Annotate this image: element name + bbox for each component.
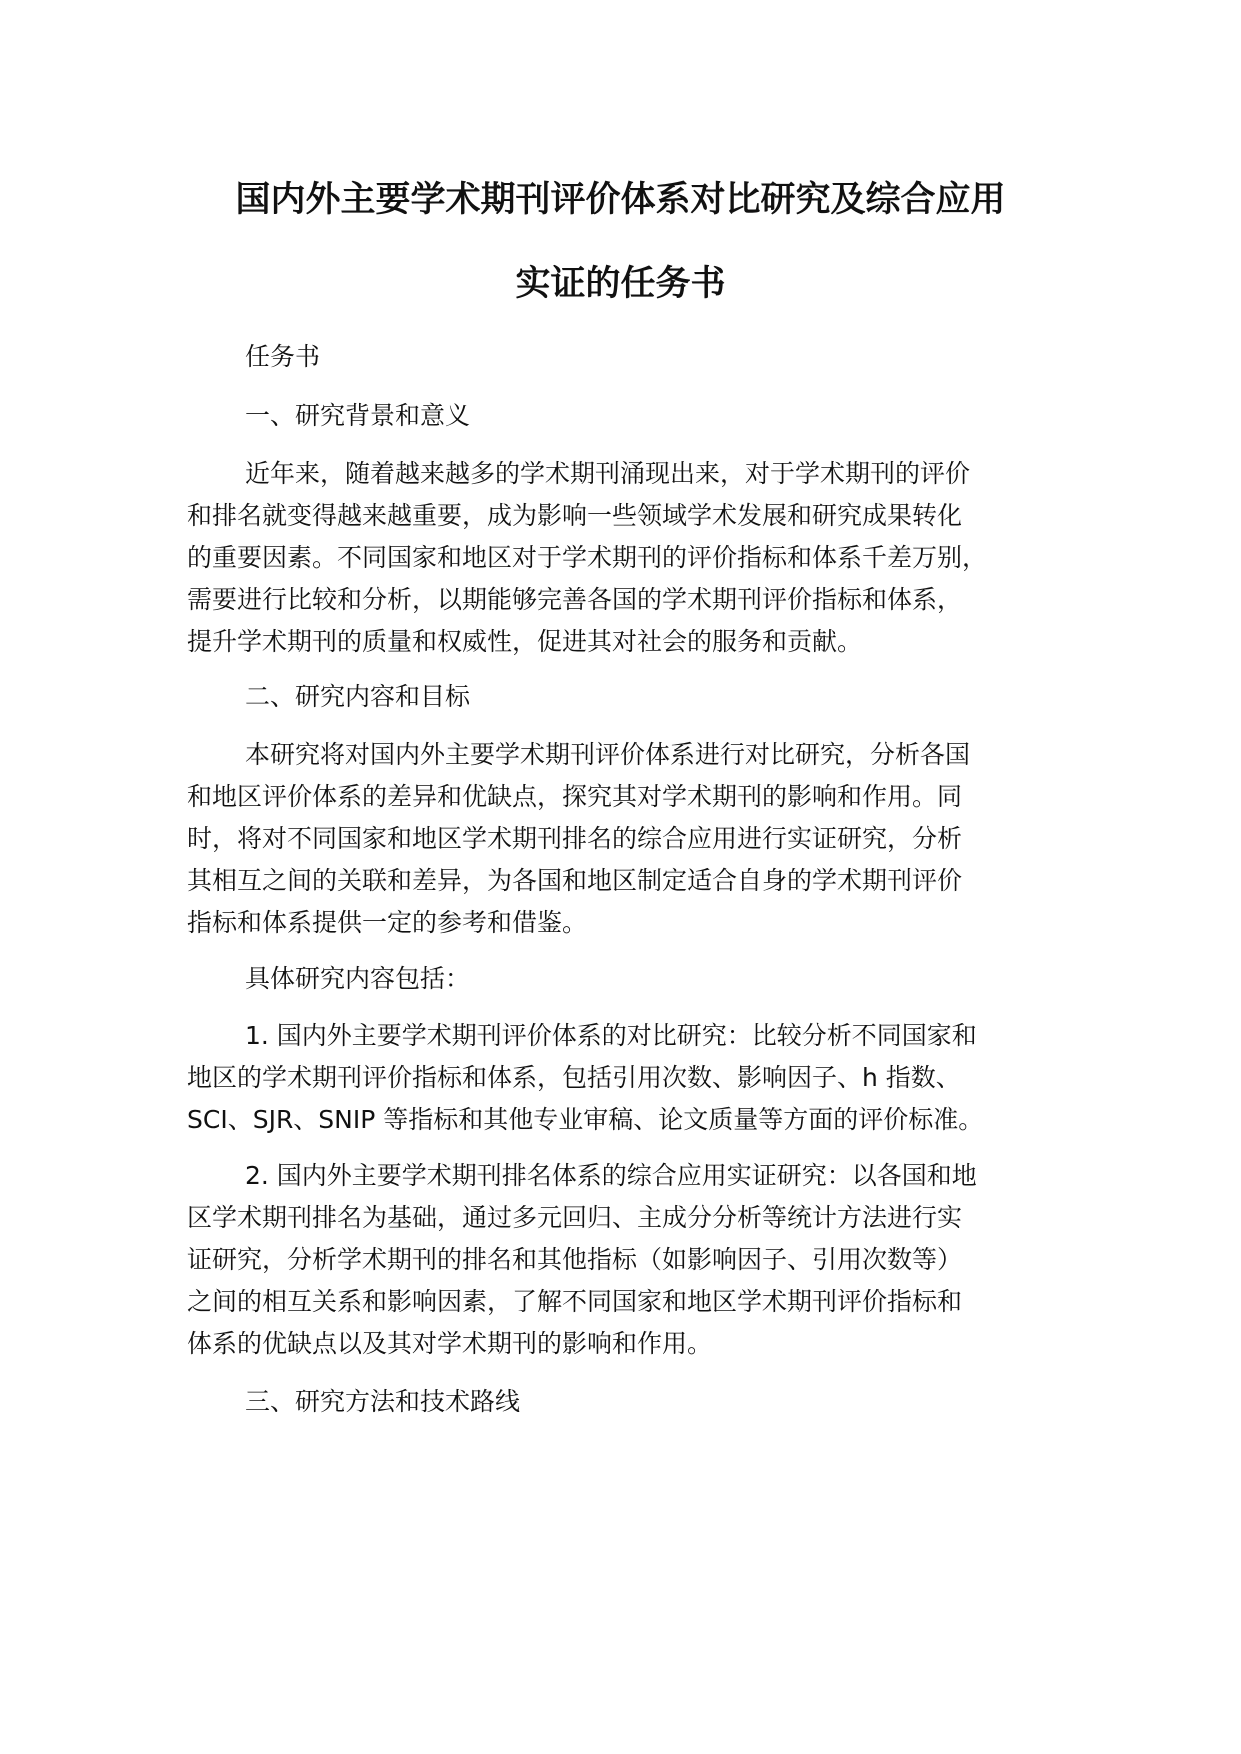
research-item-2 xyxy=(187,1155,1077,1365)
paragraph-line: 本研究将对国内外主要学术期刊评价体系进行对比研究，分析各国 xyxy=(245,740,971,769)
paragraph-line: 其相互之间的关联和差异，为各国和地区制定适合自身的学术期刊评价 xyxy=(187,866,963,895)
section-2-heading: 二、研究内容和目标 xyxy=(245,682,471,711)
paragraph-line: 提升学术期刊的质量和权威性，促进其对社会的服务和贡献。 xyxy=(187,627,863,656)
task-label: 任务书 xyxy=(245,342,321,371)
research-item-1 xyxy=(187,1015,1077,1141)
paragraph-line: 区学术期刊排名为基础，通过多元回归、主成分分析等统计方法进行实 xyxy=(187,1203,963,1232)
paragraph-line: 时，将对不同国家和地区学术期刊排名的综合应用进行实证研究，分析 xyxy=(187,824,963,853)
paragraph-line: 近年来，随着越来越多的学术期刊涌现出来，对于学术期刊的评价 xyxy=(245,459,971,488)
paragraph-line: 之间的相互关系和影响因素，了解不同国家和地区学术期刊评价指标和 xyxy=(187,1287,963,1316)
section-3-heading: 三、研究方法和技术路线 xyxy=(245,1387,521,1416)
paragraph-line: 体系的优缺点以及其对学术期刊的影响和作用。 xyxy=(187,1329,713,1358)
specifics-label: 具体研究内容包括： xyxy=(245,964,471,993)
paragraph-line: 1. 国内外主要学术期刊评价体系的对比研究：比较分析不同国家和 xyxy=(245,1021,977,1050)
section-1-paragraph xyxy=(187,453,1077,663)
paragraph-line: 指标和体系提供一定的参考和借鉴。 xyxy=(187,908,588,937)
section-1-heading: 一、研究背景和意义 xyxy=(245,401,471,430)
document-title-line-2: 实证的任务书 xyxy=(515,264,726,304)
paragraph-line: SCI、SJR、SNIP 等指标和其他专业审稿、论文质量等方面的评价标准。 xyxy=(187,1105,984,1134)
paragraph-line: 地区的学术期刊评价指标和体系，包括引用次数、影响因子、h 指数、 xyxy=(187,1063,961,1092)
paragraph-line: 证研究，分析学术期刊的排名和其他指标（如影响因子、引用次数等） xyxy=(187,1245,963,1274)
paragraph-line: 需要进行比较和分析，以期能够完善各国的学术期刊评价指标和体系， xyxy=(187,585,963,614)
section-2-paragraph xyxy=(187,734,1077,944)
paragraph-line: 的重要因素。不同国家和地区对于学术期刊的评价指标和体系千差万别， xyxy=(187,543,988,572)
paragraph-line: 和排名就变得越来越重要，成为影响一些领域学术发展和研究成果转化 xyxy=(187,501,963,530)
paragraph-line: 和地区评价体系的差异和优缺点，探究其对学术期刊的影响和作用。同 xyxy=(187,782,963,811)
paragraph-line: 2. 国内外主要学术期刊排名体系的综合应用实证研究：以各国和地 xyxy=(245,1161,977,1190)
document-title-line-1: 国内外主要学术期刊评价体系对比研究及综合应用 xyxy=(235,180,1006,220)
